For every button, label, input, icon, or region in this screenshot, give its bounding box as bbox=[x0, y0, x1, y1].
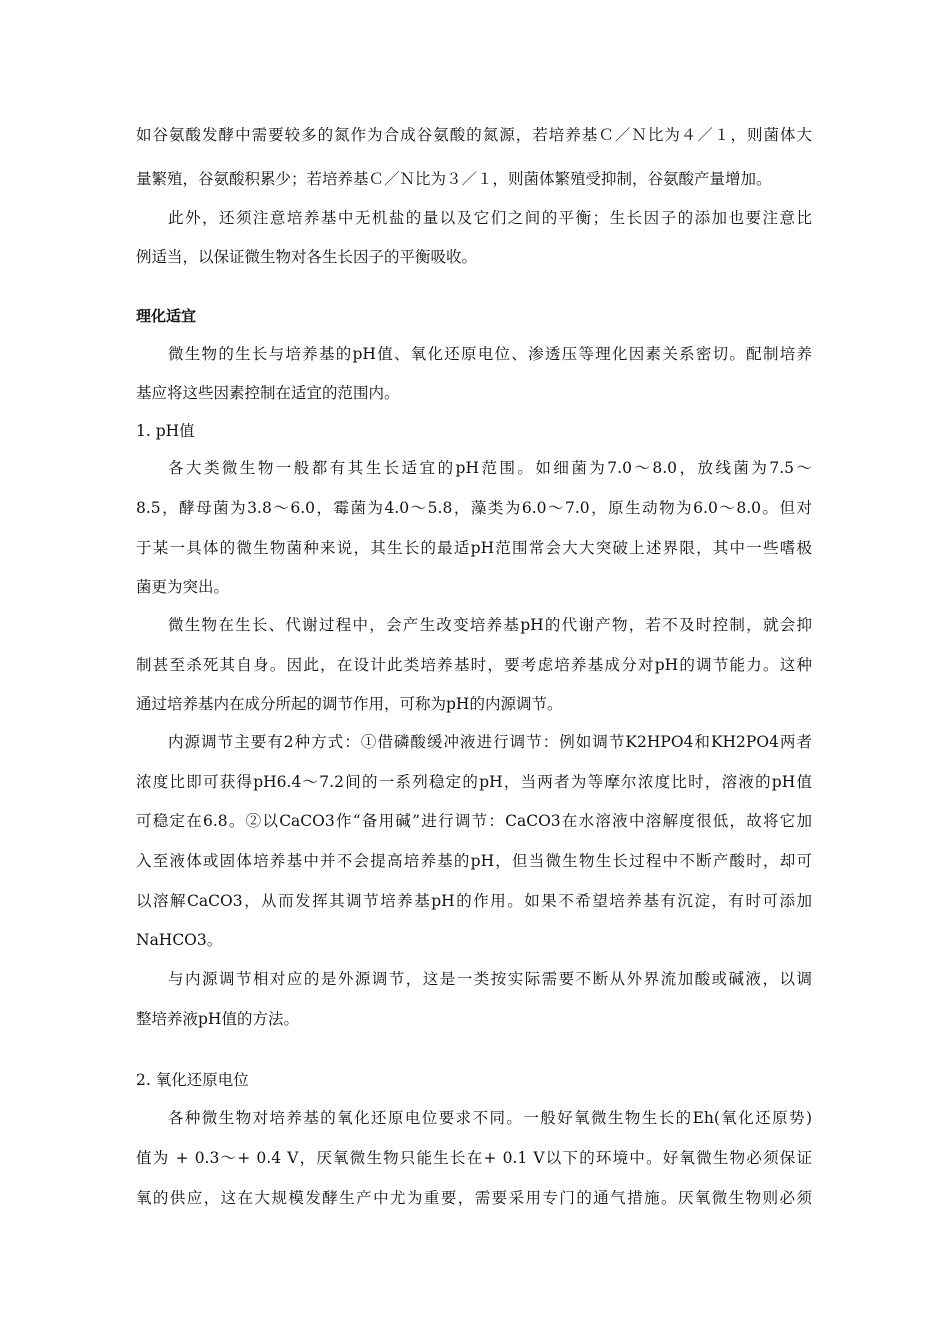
paragraph-line: 值为 + 0.3～+ 0.4 V，厌氧微生物只能生长在+ 0.1 V以下的环境中。好氧微生物必须保证 bbox=[136, 1149, 812, 1167]
paragraph-line: 可稳定在6.8。②以CaCO3作“备用碱”进行调节：CaCO3在水溶液中溶解度很低，故将它加 bbox=[136, 812, 812, 830]
paragraph-line: 氧的供应，这在大规模发酵生产中尤为重要，需要采用专门的通气措施。厌氧微生物则必须 bbox=[136, 1189, 812, 1207]
paragraph-line: 此外，还须注意培养基中无机盐的量以及它们之间的平衡；生长因子的添加也要注意比 bbox=[168, 209, 812, 227]
paragraph-line: 浓度比即可获得pH6.4～7.2间的一系列稳定的pH，当两者为等摩尔浓度比时，溶液的pH值 bbox=[136, 773, 812, 791]
paragraph-line: 内源调节主要有2种方式：①借磷酸缓冲液进行调节：例如调节K2HPO4和KH2PO4两者 bbox=[168, 733, 812, 751]
subsection-heading: 1. pH值 bbox=[136, 422, 195, 440]
paragraph-line: 8.5，酵母菌为3.8～6.0，霉菌为4.0～5.8，藻类为6.0～7.0，原生动物为6.0～8.0。但对 bbox=[136, 499, 812, 517]
paragraph-line: 例适当，以保证微生物对各生长因子的平衡吸收。 bbox=[136, 248, 478, 266]
paragraph-line: 如谷氨酸发酵中需要较多的氮作为合成谷氨酸的氮源，若培养基Ｃ／Ｎ比为４／１，则菌体大 bbox=[136, 126, 812, 144]
paragraph-line: 微生物在生长、代谢过程中，会产生改变培养基pH的代谢产物，若不及时控制，就会抑 bbox=[168, 616, 812, 634]
paragraph-line: 与内源调节相对应的是外源调节，这是一类按实际需要不断从外界流加酸或碱液，以调 bbox=[168, 970, 812, 988]
paragraph-line: 微生物的生长与培养基的pH值、氧化还原电位、渗透压等理化因素关系密切。配制培养 bbox=[168, 345, 812, 363]
paragraph-line: 菌更为突出。 bbox=[136, 578, 230, 596]
paragraph-line: 于某一具体的微生物菌种来说，其生长的最适pH范围常会大大突破上述界限，其中一些嗜极 bbox=[136, 539, 812, 557]
paragraph-line: 制甚至杀死其自身。因此，在设计此类培养基时，要考虑培养基成分对pH的调节能力。这种 bbox=[136, 656, 812, 674]
paragraph-line: 整培养液pH值的方法。 bbox=[136, 1010, 299, 1028]
section-heading: 理化适宜 bbox=[136, 307, 197, 325]
paragraph-line: 量繁殖，谷氨酸积累少；若培养基Ｃ／Ｎ比为３／１，则菌体繁殖受抑制，谷氨酸产量增加。 bbox=[136, 170, 772, 188]
paragraph-line: 基应将这些因素控制在适宜的范围内。 bbox=[136, 384, 400, 402]
paragraph-line: 通过培养基内在成分所起的调节作用，可称为pH的内源调节。 bbox=[136, 695, 563, 713]
paragraph-line: 各种微生物对培养基的氧化还原电位要求不同。一般好氧微生物生长的Eh(氧化还原势) bbox=[168, 1109, 812, 1127]
subsection-heading: 2. 氧化还原电位 bbox=[136, 1071, 249, 1089]
paragraph-line: 入至液体或固体培养基中并不会提高培养基的pH，但当微生物生长过程中不断产酸时，却可 bbox=[136, 852, 812, 870]
paragraph-line: NaHCO3。 bbox=[136, 931, 223, 949]
paragraph-line: 以溶解CaCO3，从而发挥其调节培养基pH的作用。如果不希望培养基有沉淀，有时可添加 bbox=[136, 892, 812, 910]
paragraph-line: 各大类微生物一般都有其生长适宜的pH范围。如细菌为7.0～8.0，放线菌为7.5～ bbox=[168, 459, 812, 477]
